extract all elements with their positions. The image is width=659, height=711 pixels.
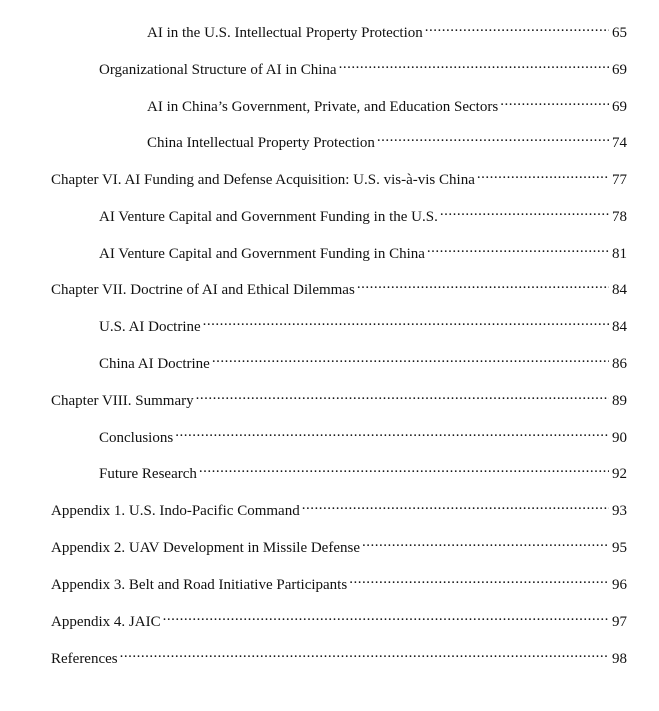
toc-entry-title: Conclusions [99,430,174,446]
toc-entry-title: AI Venture Capital and Government Funding in the U.S. [99,209,438,225]
toc-entry [99,54,627,78]
toc-entry [51,569,627,593]
toc-entry-page: 86 [612,356,627,372]
toc-entry-title: AI Venture Capital and Government Funding in China [99,246,425,262]
toc-entry-page: 89 [612,393,627,409]
dot-leader [339,54,609,74]
toc-entry-page: 90 [612,430,627,446]
toc-entry-title: Organizational Structure of AI in China [99,62,337,78]
toc-entry [147,17,627,41]
toc-entry [99,201,627,225]
toc-entry-title: U.S. AI Doctrine [99,319,201,335]
toc-entry-page: 93 [612,503,627,519]
toc-entry-page: 77 [612,172,627,188]
dot-leader [163,606,609,626]
toc-entry [147,127,627,151]
toc-entry-title: Appendix 4. JAIC [51,614,161,630]
toc-entry [147,91,627,115]
dot-leader [425,17,609,37]
toc-entry [99,458,627,482]
toc-entry [51,495,627,519]
toc-entry-title: Appendix 2. UAV Development in Missile Defense [51,540,360,556]
dot-leader [199,458,609,478]
toc-entry-title: Future Research [99,466,197,482]
toc-entry [99,422,627,446]
toc-entry-page: 69 [612,99,627,115]
toc-entry-page: 97 [612,614,627,630]
dot-leader [349,569,609,589]
toc-entry-title: China Intellectual Property Protection [147,135,375,151]
toc-entry-page: 81 [612,246,627,262]
dot-leader [203,311,609,331]
dot-leader [357,274,609,294]
dot-leader [477,164,609,184]
toc-entry-page: 78 [612,209,627,225]
dot-leader [500,91,609,111]
toc-entry [51,164,627,188]
dot-leader [175,422,609,442]
toc-entry-title: References [51,651,118,667]
toc-entry-page: 98 [612,651,627,667]
toc-entry [51,274,627,298]
toc-entry [99,238,627,262]
toc-entry [51,385,627,409]
dot-leader [362,532,609,552]
toc-entry-title: Chapter VIII. Summary [51,393,194,409]
toc-entry-title: Appendix 3. Belt and Road Initiative Participants [51,577,348,593]
toc-entry [99,348,627,372]
toc-entry-title: Chapter VI. AI Funding and Defense Acquisition: U.S. vis-à-vis China [51,172,475,188]
toc-entry-page: 92 [612,466,627,482]
dot-leader [440,201,609,221]
toc-entry-title: Appendix 1. U.S. Indo-Pacific Command [51,503,300,519]
toc-entry-page: 95 [612,540,627,556]
toc-entry [51,532,627,556]
toc-entry-page: 74 [612,135,627,151]
dot-leader [120,643,609,663]
toc-entry-title: AI in the U.S. Intellectual Property Protection [147,25,423,41]
toc-entry [51,606,627,630]
toc-entry-page: 69 [612,62,627,78]
toc-entry-page: 96 [612,577,627,593]
toc-entry-title: China AI Doctrine [99,356,210,372]
toc-entry-title: AI in China’s Government, Private, and Education Sectors [147,99,499,115]
dot-leader [212,348,609,368]
toc-entry-page: 84 [612,319,627,335]
dot-leader [302,495,609,515]
toc-entry-page: 65 [612,25,627,41]
dot-leader [427,238,609,258]
toc-entry-title: Chapter VII. Doctrine of AI and Ethical Dilemmas [51,282,355,298]
toc-entry [51,643,627,667]
dot-leader [196,385,609,405]
toc-entry [99,311,627,335]
dot-leader [377,127,609,147]
toc-entry-page: 84 [612,282,627,298]
